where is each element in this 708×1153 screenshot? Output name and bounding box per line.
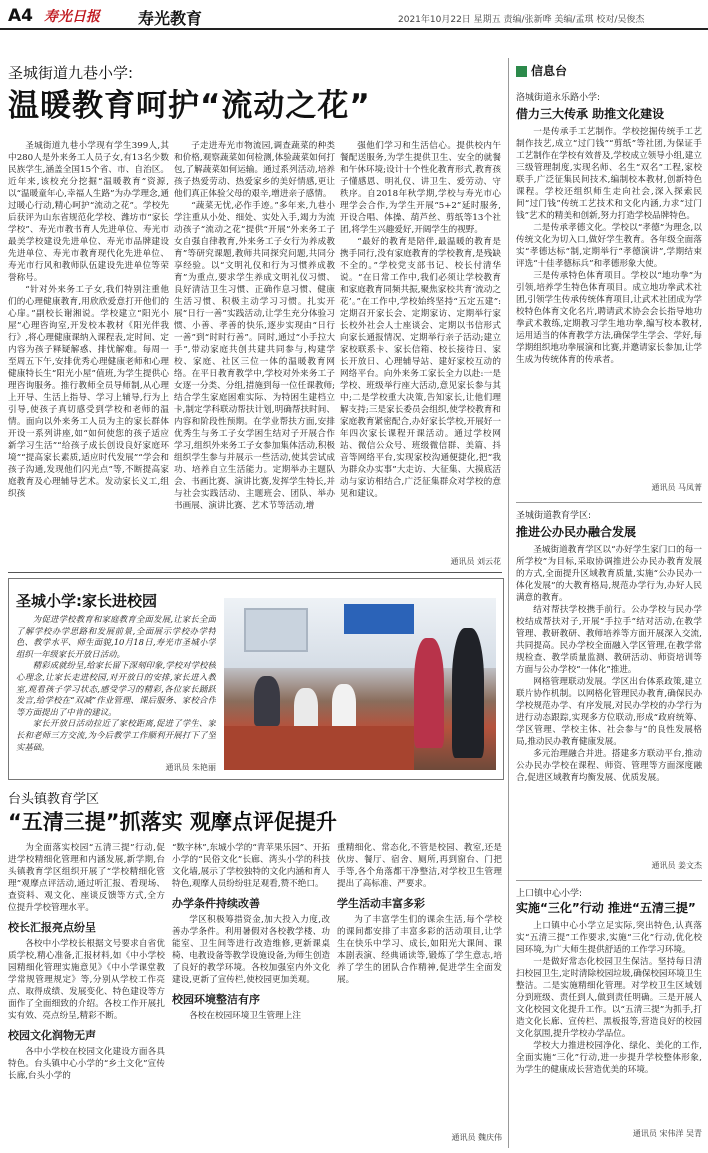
taitou-subhead: 校长汇报亮点纷呈 <box>8 921 96 934</box>
sidebar-text <box>516 544 702 860</box>
sidebar-text <box>516 920 702 1128</box>
lead-paragraph: 圣城街道九巷小学现有学生399人,其中280人是外来务工人员子女,有13名少数民族学生,涵盖全国15个省、市、自治区。近年来,该校充分挖掘“温暖教育”资源,以“温暖童年心,幸福人生路”为办学理念,通过暖心行动,精心呵护“流动之花”。学校先后获评为山东省规范化学校、潍坊市“家长学校”、寿光市教书育人先进单位、寿光市最美学校建设先进单位、寿光市品牌建设先进单位、寿光市教育现代化先进单位、寿光市行风和教师队伍建设先进单位等荣誉称号。 <box>8 141 169 283</box>
sidebar-flag <box>516 62 567 79</box>
parent-day-paragraph: 家长开放日活动拉近了家校距离,促进了学生、家长和老师三方交流,为今后教学工作顺利开展打下了坚实基础。 <box>16 718 216 752</box>
lead-byline: 通讯员 刘云花 <box>450 557 501 566</box>
taitou-kicker: 台头镇教育学区 <box>8 792 100 807</box>
sidebar-paragraph: 上口镇中心小学立足实际,突出特色,认真落实“五清三提”工作要求,实施“三化”行动,优化校园环境,为广大师生提供舒适的工作学习环境。 <box>516 921 702 955</box>
taitou-subhead: 学生活动丰富多彩 <box>337 897 425 910</box>
sidebar-kicker: 圣城街道教育学区: <box>516 511 592 521</box>
sidebar-item <box>516 508 702 871</box>
taitou-subhead: 校园环境整洁有序 <box>172 993 260 1006</box>
masthead-logo: 寿光日报 <box>44 9 100 25</box>
sidebar-item <box>516 90 702 493</box>
sidebar-kicker: 洛城街道永乐路小学: <box>516 93 601 103</box>
sidebar-paragraph: 二是传承孝德文化。学校以“孝德”为理念,以传统文化为切入口,做好学生教育。各年级全面落实“孝德达标”制,定期举行“孝德演讲”,学期结束评选“十佳孝德标兵”和孝德形象大使。 <box>516 223 702 269</box>
lead-paragraph: 强他们学习和生活信心。提供校内午餐配送服务,为学生提供卫生、安全的就餐和午休环境;设计十个性化教育形式,教育孩子懂感恩、明礼仪、讲卫生、爱劳动、守秩序。自2018年秋学期,学校与寿光市心理学会合作,为学生开展“5+2”延时服务,开设合唱、体操、葫芦丝、剪纸等13个社团,将学生兴趣爱好,开阔学生的视野。 <box>340 141 501 235</box>
taitou-paragraph: 各校在校园环境卫生管理上注 <box>189 1011 301 1021</box>
header-rule <box>0 28 708 30</box>
taitou-subhead: 办学条件持续改善 <box>172 897 260 910</box>
lead-headline: 温暖教育呵护“流动之花” <box>8 88 371 124</box>
sidebar-paragraph: 三是传承特色体育项目。学校以“地功拳”为引领,培养学生特色体育项目。成立地功拳武术社团,引领学生传承传统体育项目,让武术社团成为学校特色体育文化名片,聘请武术协会会长指导地功拳武术教练,定期教习学生地功拳,编写校本教材,运用适当的体育教学方法,确保学生学会、学好,每学期组织地功拳展演和比赛,并邀请家长参加,让学生成为传统体育的传承者。 <box>516 271 702 365</box>
taitou-paragraph: 各校中小学校长根据文号要求自省优质学校,精心准备,汇报材料,如《中小学校园精细化管理实施意见》《中小学课堂教学常规管理规定》等,分别从学校工作亮点、取得成绩、发展变化、特色建设等方面作了全面细致的介绍。各校工作开展扎实有效、亮点纷呈,精彩不断。 <box>8 939 165 1021</box>
sidebar-byline: 通讯员 姜文杰 <box>651 861 702 870</box>
section-divider <box>8 572 502 573</box>
sidebar-headline: 推进公办民办融合发展 <box>516 525 637 539</box>
sidebar-paragraph: 多元治理融合并进。搭建多方联动平台,推动公办民办学校在课程、师资、管理等方面深度融合,促进区域教育均衡发展、优质发展。 <box>516 749 702 783</box>
lead-kicker: 圣城街道九巷小学: <box>8 64 134 82</box>
sidebar-text <box>516 126 702 482</box>
section-title: 寿光教育 <box>138 9 203 28</box>
taitou-paragraph: “数字林”,东城小学的“青苹果乐园”、开拓小学的“民俗文化”长廊、湾头小学的科技文化墙,展示了学校独特的文化内涵和育人特色,观摩人员纷纷驻足观看,赞不绝口。 <box>172 843 330 889</box>
column-divider <box>508 58 509 1148</box>
parent-day-byline: 通讯员 朱艳丽 <box>165 763 216 772</box>
lead-column-3 <box>340 140 501 554</box>
sidebar-paragraph: 一是做好常态化校园卫生保洁。坚持每日清扫校园卫生,定时清除校园垃圾,确保校园环境卫生整洁。二是实施精细化管理。对学校卫生区域划分到班级、责任到人,做到责任明确。三是开展人文化校园文化提升工作。以“五清三提”为抓手,打造文化长廊、宣传栏、黑板报等,营造良好的校园文化氛围,提升学校办学品位。 <box>516 957 702 1039</box>
sidebar-headline: 借力三大传承 助推文化建设 <box>516 107 665 121</box>
taitou-paragraph: 为了丰富学生们的课余生活,每个学校的课间都安排了丰富多彩的活动项目,让学生在快乐中学习、成长,如阳光大课间、课本剧表演、经典诵读等,锻炼了学生意志,培养了学生的团队合作精神,促进学生全面发展。 <box>337 915 502 985</box>
lead-paragraph: “针对外来务工子女,我们特别注重他们的心理健康教育,用欣欣爱意打开他们的心扉。”副校长谢湘说。学校建立“阳光小屋”心理咨询室,开发校本教材《阳光伴我行》,将心理健康课纳入课程表,定时间、定内容为孩子释疑解惑、排忧解难。每周一至周五下午,安排优秀心理健康老师和心理健康特长生“阳光小屋”值班,为学生提供心理咨询服务。推行教师全员导师制,从心理上开导、生活上指导、学习上辅导,行为上引导,使孩子真切感受到学校和老师的温情。面向以外来务工人员为主的家长群体开设一系列讲座,如“如何使您的孩子适应新学习生活”“给孩子成长创设良好家庭环境”“提高家长素质,适应时代发展”“学会和孩子沟通,发现他们闪光点”等,不断提高家庭教育及心理辅导艺术。发动家长义工,组织孩 <box>8 285 169 499</box>
sidebar-headline: 实施“三化”行动 推进“五清三提” <box>516 901 696 915</box>
parent-day-text <box>16 614 216 760</box>
sidebar-item <box>516 886 702 1139</box>
sidebar-paragraph: 学校大力推进校园净化、绿化、美化的工作,全面实施“三化”行动,进一步提升学校整体形象,为学生的健康成长营造优美的环境。 <box>516 1041 702 1075</box>
page-number: A4 <box>8 6 33 26</box>
sidebar-divider <box>516 502 702 503</box>
taitou-column-3 <box>337 842 502 1130</box>
taitou-column-2 <box>172 842 330 1142</box>
taitou-subhead: 校园文化润物无声 <box>8 1029 96 1042</box>
sidebar-paragraph: 网格管理联动发展。学区出台体系政策,建立联片协作机制。以网格化管理民办教育,确保民办学校规范办学、有序发展,对民办学校的办学行为进行动态跟踪,实现多方位联动,形成“政府统筹、学区管理、学校主体、社会参与”的良性发展格局,推动民办教育健康发展。 <box>516 677 702 747</box>
lead-column-2 <box>174 140 335 568</box>
sidebar-byline: 通讯员 宋伟洋 吴青 <box>632 1129 702 1138</box>
sidebar-paragraph: 结对帮扶学校携手前行。公办学校与民办学校结成帮扶对子,开展“手拉手”结对活动,在教学管理、教研教研、教师培养等方面开展深入交流,共同提高。民办学校全面融入学区管理,在教学常规检查、教学质量监测、教研活动、师资培训等方面与公办学校“一体化”推进。 <box>516 605 702 675</box>
parent-day-title: 圣城小学:家长进校园 <box>16 592 157 610</box>
sidebar-flag-label: 信息台 <box>531 64 568 78</box>
sidebar-divider <box>516 880 702 881</box>
sidebar-paragraph: 一是传承手工艺制作。学校挖掘传统手工艺制作技艺,成立“过门钱”“剪纸”等社团,为保证手工艺制作在学校有效普及,学校成立领导小组,建立三级管理制度,实现名师、名生“双名”工程,家校联手,广泛征集民间技术,编制校本教材,创新特色课程。学校还组织师生走向社会,深入探索民间“过门钱”传统工艺技术和文化内涵,力求“过门钱”艺术的精美和创新,努力打造学校品牌特色。 <box>516 127 702 221</box>
lead-column-1 <box>8 140 169 568</box>
taitou-paragraph: 重精细化、常态化,不管是校园、教室,还是伙房、餐厅、宿舍、厕所,再到窗台、门把手等,各个角落都干净整洁,对学校卫生管理提出了高标准、严要求。 <box>337 843 502 889</box>
taitou-byline: 通讯员 魏庆伟 <box>451 1133 502 1142</box>
taitou-paragraph: 各中小学校在校园文化建设方面各具特色。台头镇中心小学的“乡土文化”宣传长廊,台头小学的 <box>8 1047 165 1081</box>
sidebar-paragraph: 圣城街道教育学区以“办好学生家门口的每一所学校”为目标,采取协调推进公办民办教育发展的方式,全面提升区域教育质量,实施“公办民办一体化发展”的大教育格局,规范办学行为,办好人民满意的教育。 <box>516 545 702 603</box>
info-square-icon <box>516 66 527 77</box>
taitou-paragraph: 学区积极筹措资金,加大投入力度,改善办学条件。利用暑假对各校教学楼、功能室、卫生间等进行改造维修,更新课桌椅、电教设备等教学设施设备,为师生创造了良好的教学环境。各校加强室内外文化建设,更新了宣传栏,使校园更加美观。 <box>172 915 330 985</box>
parent-day-paragraph: 为促进学校教育和家庭教育全面发展,让家长全面了解学校办学思路和发展前景,全面展示学校办学特色、教学水平、师生面貌,10月18日,寿光市圣城小学组织一年级家长开放日活动。 <box>16 614 216 659</box>
taitou-column-1 <box>8 842 165 1142</box>
lead-paragraph: “蔬菜无忧,必作手迹。”多年来,九巷小学注重从小处、细处、实处入手,竭力为流动孩子“流动之花”提供“开展”外来务工子女自强自律教育,外来务工子女行为养成教育”等研究课题,教师共同探究问题,共同分享经验。以“文明礼仪和行为习惯养成教育”为重点,要求学生养成文明礼仪习惯、良好清洁卫生习惯、正确作息习惯、健康生活习惯、积极主动学习习惯。扎实开展“日行一善”实践活动,让学生充分体验习惯、小善、孝善的快乐,逐步实现由“日行一善”到“时时行善”。同时,通过“小手拉大手”,带动家庭共创共建共同参与,构建学校、家庭、社区三位一体的温暖教育网络。在平日教育教学中,学校对外来务工子女逐一分类、分组,措施到每一位任课教师;结合学生家庭困难实际、为特困生建档立卡,制定学科联动帮扶计划,明确帮扶时间、内容和阶段性预期。在学业帮扶方面,安排优秀生与务工子女学困生结对子开展合作学习,组织外来务工子女参加集体活动,积极组织学生参与并展示一些活动,使其尝试成功、培养自立生活能力。定期举办主题队会、书画比赛、演讲比赛,发挥学生特长,并与社会实践活动、主题班会、团队、举办书画展、演讲比赛、艺术节等活动,增 <box>174 201 335 511</box>
lead-paragraph: 子走进寿光市物流园,调查蔬菜的种类和价格,观察蔬菜如何检测,体验蔬菜如何打包,了解蔬菜如何运输。通过系列活动,培养孩子热爱劳动、热爱家乡的美好情感,更让他们真正体验父母的艰辛,增进亲子感情。 <box>174 141 335 199</box>
dateline: 2021年10月22日 星期五 责编/张新哗 美编/孟琪 校对/吴俊杰 <box>398 15 645 25</box>
sidebar-kicker: 上口镇中心小学: <box>516 889 583 899</box>
lead-paragraph: “最好的教育是陪伴,最温暖的教育是携手同行,没有家庭教育的学校教育,是残缺不全的。”学校党支部书记、校长付清华说。“在日常工作中,我们必须让学校教育和家庭教育同频共振,聚焦家校共育‘流动之花’。”在工作中,学校始终坚持“五定五建”:定期召开家长会、定期家访、定期举行家长校外社会人士座谈会、定期以书信形式向家长通报情况、定期举行亲子活动;建立家校联系卡、家长信箱、校长接待日、家长开放日、心理辅导站、建好家校互动的网络平台。向外来务工家长全力以赴:一是学校、班级举行座大活动,意见家长参与其中;二是学校重大决策,告知家长,让他们理解支持;三是家长委员会组织,使学校教育和家庭教育紧密配合,办好家长学校,开展好一年四次家长课程开课活动。通过学校网站、微信公众号、班级微信群、美篇、抖音等网络平台,实现家校沟通便捷化,把“我为群众办实事”大走访、大征集、大摸底活动与家访相结合,广泛征集群众对学校的意见和建议。 <box>340 237 501 499</box>
taitou-intro: 为全面落实校园“五清三提”行动,促进学校精细化管理和内涵发展,新学期,台头镇教育学区组织开展了“学校精细化管理”观摩点评活动,通过听汇报、看现场、查资料、观文化、座谈反馈等方式,全方位提升学校管理水平。 <box>8 843 165 913</box>
taitou-headline: “五清三提”抓落实 观摩点评促提升 <box>8 810 337 834</box>
classroom-photo <box>224 598 496 770</box>
parent-day-paragraph: 精彩成就纷呈,给家长留下深刻印象,学校对学校核心理念,让家长走进校园,对开放日的安排,家长进入教室,观看孩子学习状态,感受学习的精彩,各位家长踊跃发言,给学校在“双减”作业管理、课后服务、家校合作等方面提出了中肯的建议。 <box>16 660 216 717</box>
sidebar-byline: 通讯员 马凤菁 <box>651 483 702 492</box>
